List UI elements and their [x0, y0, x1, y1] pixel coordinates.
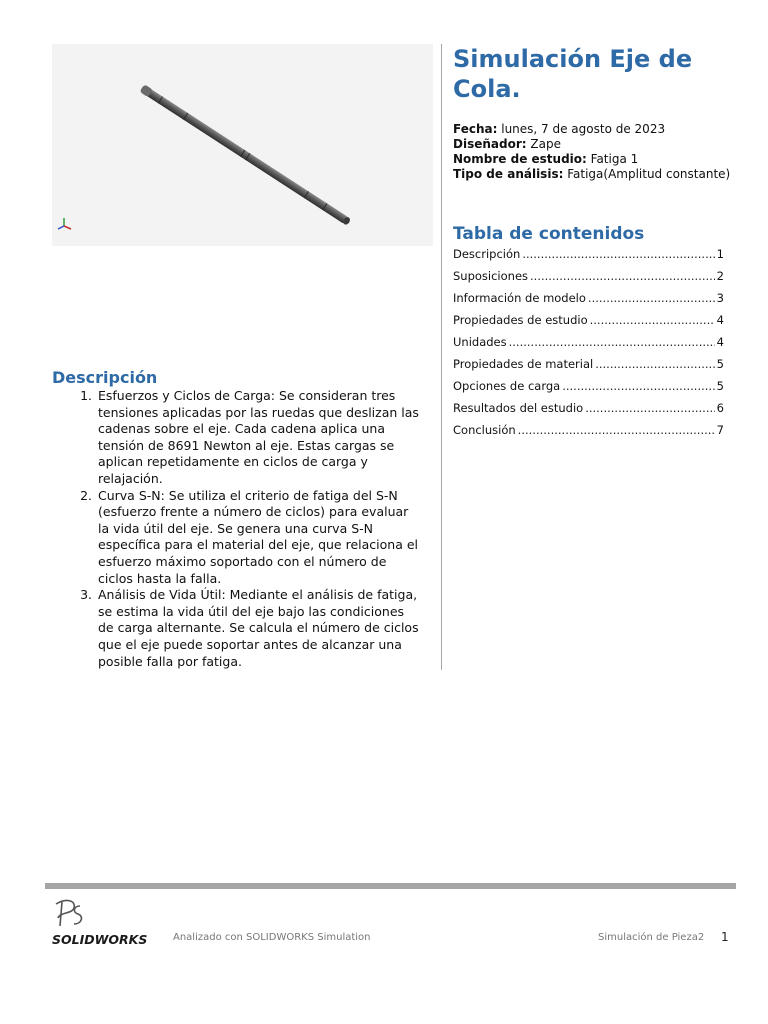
ds-logo-icon: [52, 898, 92, 932]
toc-title: Tabla de contenidos: [453, 224, 645, 244]
toc-item-informacion-modelo[interactable]: Información de modelo ..... 3: [453, 289, 724, 311]
meta-analisis: Tipo de análisis: Fatiga(Amplitud constante): [453, 167, 731, 181]
model-image: [52, 44, 433, 246]
toc-item-descripcion[interactable]: Descripción ..... 1: [453, 245, 724, 267]
meta-fecha: Fecha: lunes, 7 de agosto de 2023: [453, 122, 666, 136]
study-metadata: [453, 122, 753, 182]
toc-item-resultados[interactable]: Resultados del estudio ..... 6: [453, 399, 724, 421]
toc-item-propiedades-material[interactable]: Propiedades de material ..... 5: [453, 355, 724, 377]
toc-item-suposiciones[interactable]: Suposiciones ..... 2: [453, 267, 724, 289]
meta-estudio: Nombre de estudio: Fatiga 1: [453, 152, 639, 166]
footer-divider: [45, 883, 736, 889]
toc-item-propiedades-estudio[interactable]: Propiedades de estudio ..... 4: [453, 311, 724, 333]
solidworks-logo: [52, 898, 162, 948]
vertical-divider: [441, 44, 442, 670]
description-title: Descripción: [52, 368, 158, 387]
shaft-model-render: [52, 44, 433, 246]
footer-doc-name: Simulación de Pieza2: [598, 932, 705, 943]
page-title: Simulación Eje de Cola.: [453, 45, 693, 103]
list-item: 3. Análisis de Vida Útil: Mediante el análisis de fatiga, se estima la vida útil del eje bajo las condiciones de carga alternante. Se calcula el número de ciclos que el eje puede soportar antes de alcanzar una posible falla por fatiga.: [96, 587, 422, 670]
table-of-contents: [453, 245, 724, 443]
page-number: 1: [721, 930, 729, 944]
description-list: [52, 388, 422, 670]
meta-disenador: Diseñador: Zape: [453, 137, 561, 151]
toc-item-opciones-carga[interactable]: Opciones de carga ..... 5: [453, 377, 724, 399]
toc-item-conclusion[interactable]: Conclusión ..... 7: [453, 421, 724, 443]
list-item: 1. Esfuerzos y Ciclos de Carga: Se consideran tres tensiones aplicadas por las ruedas que deslizan las cadenas sobre el eje. Cada cadena aplica una tensión de 8691 Newton al eje. Estas cargas se aplican repetidamente en ciclos de carga y relajación.: [96, 388, 422, 488]
toc-item-unidades[interactable]: Unidades ..... 4: [453, 333, 724, 355]
list-item: 2. Curva S-N: Se utiliza el criterio de fatiga del S-N (esfuerzo frente a número de ciclos) para evaluar la vida útil del eje. Se genera una curva S-N específica para el material del eje, que relaciona el esfuerzo máximo soportado con el número de ciclos hasta la falla.: [96, 488, 422, 588]
logo-wordmark: SOLIDWORKS: [52, 932, 148, 947]
axis-triad-icon: [58, 218, 71, 229]
footer-analyzed-with: Analizado con SOLIDWORKS Simulation: [173, 932, 371, 943]
